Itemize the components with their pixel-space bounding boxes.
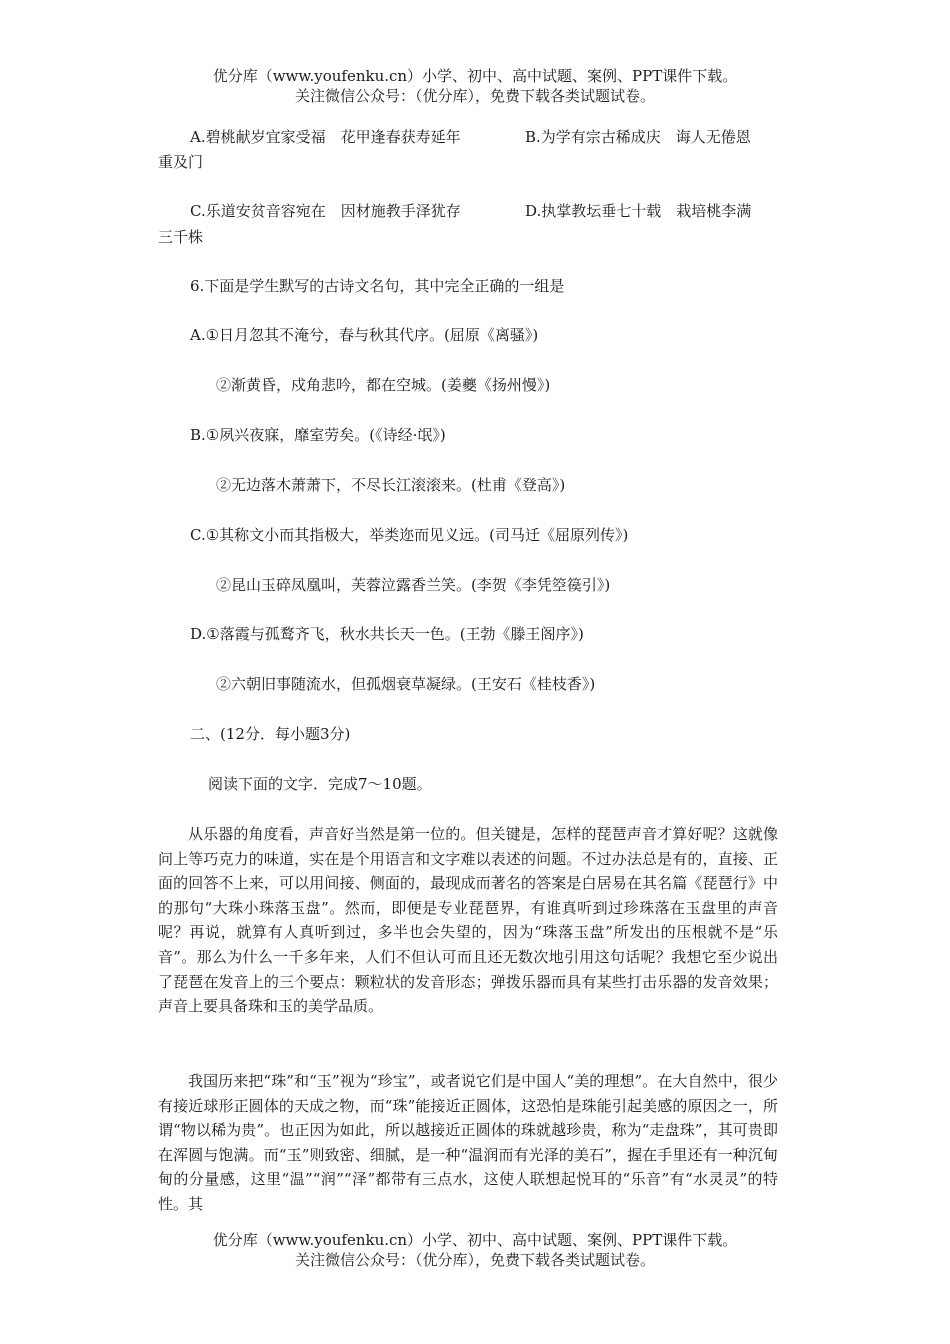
passage-paragraph-1-text: 从乐器的角度看，声音好当然是第一位的。但关键是，怎样的琵琶声音才算好呢？这就像问上等巧克力的味道，实在是个用语言和文字难以表述的问题。不过办法总是有的，直接、正面的回答不上来，可以用间接、侧面的，最现成而著名的答案是白居易在其名篇《琵琶行》中的那句“大珠小珠落玉盘”。然而，即便是专业琵琶界，有谁真听到过珍珠落在玉盘里的声音呢？再说，就算有人真听到过，多半也会失望的，因为“珠落玉盘”所发出的压根就不是“乐音”。那么为什么一千多年来，人们不但认可而且还无数次地引用这句话呢？我想它至少说出了琵琶在发音上的三个要点：颗粒状的发音形态；弹拨乐器而具有某些打击乐器的发音效果；声音上要具备珠和玉的美学品质。	[158, 825, 778, 1016]
q5-option-b-cont: 重及门	[158, 153, 204, 171]
passage-paragraph-1	[158, 822, 778, 1019]
q6-option-b1: B.①夙兴夜寐，靡室劳矣。(《诗经·氓》)	[190, 426, 446, 444]
section-title: 二、(12分．每小题3分)	[190, 725, 351, 743]
q5-option-a: A.碧桃献岁宜家受福 花甲逢春获寿延年	[190, 128, 461, 146]
q6-option-a2: ②渐黄昏，戍角悲吟，都在空城。(姜夔《扬州慢》)	[216, 376, 551, 394]
page-footer	[0, 1230, 950, 1270]
q5-option-c: C.乐道安贫音容宛在 因材施教手泽犹存	[190, 202, 461, 220]
footer-line-1: 优分库（www.youfenku.cn）小学、初中、高中试题、案例、PPT课件下载。	[212, 1231, 738, 1249]
passage-paragraph-2-text: 我国历来把“珠”和“玉”视为“珍宝”，或者说它们是中国人“美的理想”。在大自然中，很少有接近球形正圆体的天成之物，而“珠”能接近正圆体，这恐怕是珠能引起美感的原因之一，所谓“物以稀为贵”。也正因为如此，所以越接近正圆体的珠就越珍贵，称为“走盘珠”，其可贵即在浑圆与饱满。而“玉”则致密、细腻，是一种“温润而有光泽的美石”，握在手里还有一种沉甸甸的分量感，这里“温”“润”“泽”都带有三点水，这使人联想起悦耳的“乐音”有“水灵灵”的特性。其	[158, 1072, 778, 1213]
q6-stem: 6.下面是学生默写的古诗文名句，其中完全正确的一组是	[190, 277, 565, 295]
section-instruction: 阅读下面的文字．完成7～10题。	[208, 775, 432, 793]
q6-option-c2: ②昆山玉碎凤凰叫，芙蓉泣露香兰笑。(李贺《李凭箜篌引》)	[216, 576, 611, 594]
page-header	[0, 66, 950, 106]
q5-option-d-cont: 三千株	[158, 228, 204, 246]
q6-option-a1: A.①日月忽其不淹兮，春与秋其代序。(屈原《离骚》)	[190, 326, 539, 344]
q5-option-b: B.为学有宗古稀成庆 诲人无倦恩	[525, 128, 751, 146]
header-line-1: 优分库（www.youfenku.cn）小学、初中、高中试题、案例、PPT课件下载。	[212, 67, 738, 85]
q6-option-c1: C.①其称文小而其指极大，举类迩而见义远。(司马迁《屈原列传》)	[190, 526, 629, 544]
header-line-2: 关注微信公众号：（优分库），免费下载各类试题试卷。	[294, 87, 655, 105]
q6-option-d2: ②六朝旧事随流水，但孤烟衰草凝绿。(王安石《桂枝香》)	[216, 675, 596, 693]
q5-option-d: D.执掌教坛垂七十载 栽培桃李满	[525, 202, 752, 220]
q6-option-b2: ②无边落木萧萧下，不尽长江滚滚来。(杜甫《登高》)	[216, 476, 566, 494]
passage-paragraph-2	[158, 1069, 778, 1217]
q6-option-d1: D.①落霞与孤鹜齐飞，秋水共长天一色。(王勃《滕王阁序》)	[190, 625, 584, 643]
footer-line-2: 关注微信公众号：（优分库），免费下载各类试题试卷。	[294, 1251, 655, 1269]
